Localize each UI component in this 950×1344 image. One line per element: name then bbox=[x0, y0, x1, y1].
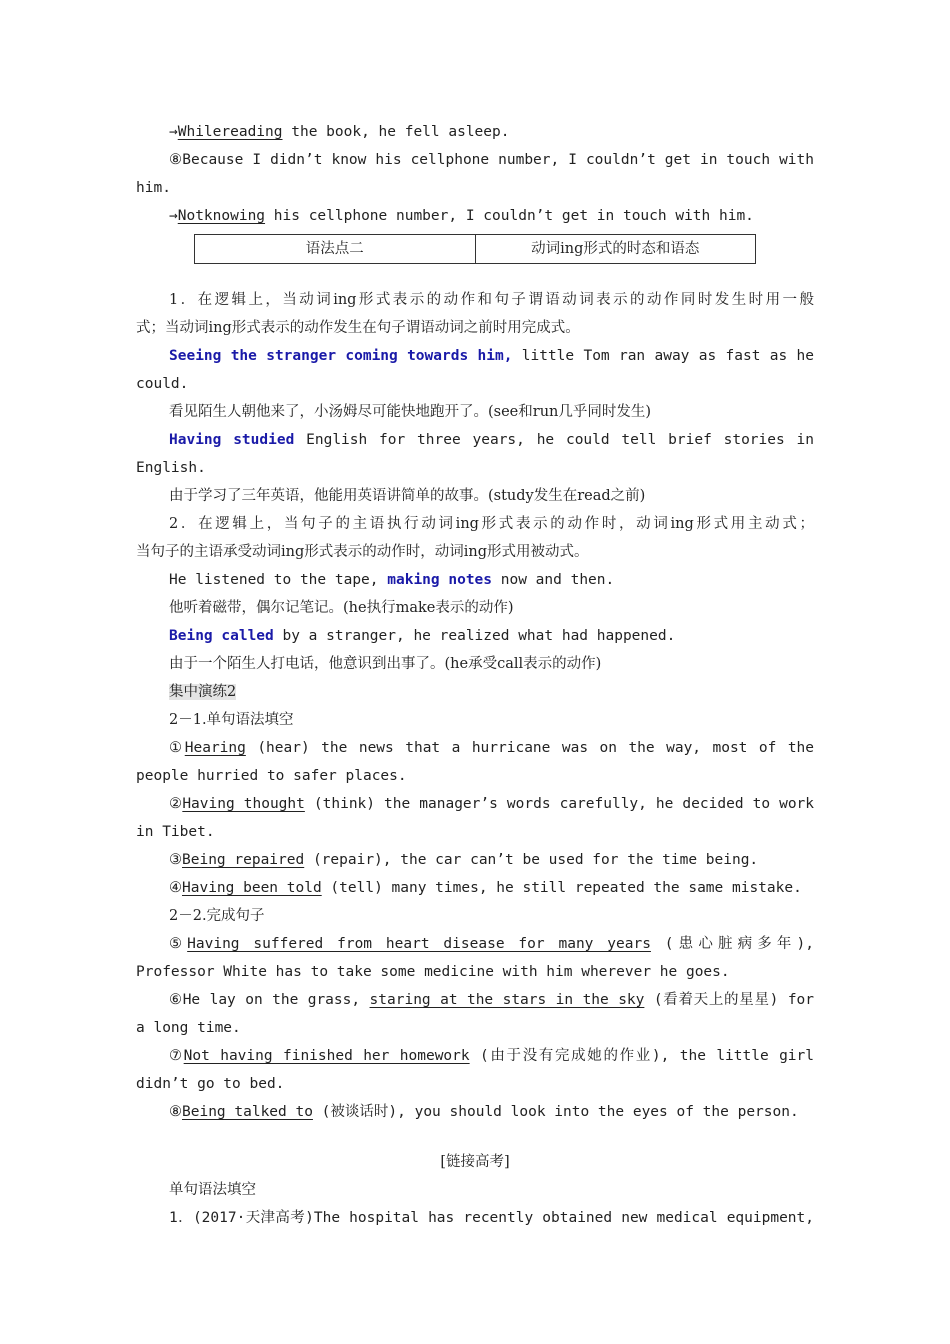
answer-underline: Having been told bbox=[182, 880, 322, 896]
example-making-notes-translation: 他听着磁带，偶尔记笔记。(he执行make表示的动作) bbox=[169, 600, 514, 616]
question-2: ②Having thought (think) the manager’s words carefully, he decided to work bbox=[169, 796, 815, 812]
answer-underline: Hearing bbox=[184, 740, 246, 756]
example-while-reading: →Whilereading the book, he fell asleep. bbox=[169, 124, 510, 140]
question-3: ③Being repaired (repair), the car can’t be used for the time being. bbox=[169, 852, 759, 868]
link-exam-heading: [链接高考] bbox=[440, 1154, 510, 1170]
rule-1-line2: 式；当动词ing形式表示的动作发生在句子谓语动词之前时用完成式。 bbox=[136, 320, 580, 336]
rule-1-line1: 1．在逻辑上，当动词ing形式表示的动作和句子谓语动词表示的动作同时发生时用一般 bbox=[169, 292, 814, 308]
answer-underline: Whilereading bbox=[177, 124, 283, 140]
example-8-line2: him. bbox=[136, 180, 171, 196]
answer-underline: Having suffered from heart disease for many years bbox=[187, 936, 651, 952]
question-1: ①Hearing (hear) the news that a hurricane was on the way, most of the bbox=[169, 740, 815, 756]
answer-underline: Being repaired bbox=[182, 852, 305, 868]
answer-underline: Being talked to bbox=[182, 1104, 313, 1120]
example-being-called-translation: 由于一个陌生人打电话，他意识到出事了。(he承受call表示的动作) bbox=[169, 656, 602, 672]
example-seeing: Seeing the stranger coming towards him, little Tom ran away as fast as he bbox=[169, 348, 814, 364]
question-8: ⑧Being talked to (被谈话时), you should look into the eyes of the person. bbox=[169, 1104, 799, 1120]
example-having-studied-translation: 由于学习了三年英语，他能用英语讲简单的故事。(study发生在read之前) bbox=[169, 488, 646, 504]
example-seeing-line2: could. bbox=[136, 376, 189, 392]
example-not-knowing: →Notknowing his cellphone number, I couldn’t get in touch with him. bbox=[169, 208, 754, 224]
question-6: ⑥He lay on the grass, staring at the stars in the sky (看着天上的星星) for bbox=[169, 992, 815, 1008]
section-2-2-heading: 2－2.完成句子 bbox=[169, 908, 265, 924]
question-7: ⑦Not having finished her homework (由于没有完成她的作业), the little girl bbox=[169, 1048, 814, 1064]
example-being-called: Being called by a stranger, he realized what had happened. bbox=[169, 628, 676, 644]
answer-underline: staring at the stars in the sky bbox=[369, 992, 645, 1008]
example-seeing-translation: 看见陌生人朝他来了，小汤姆尽可能快地跑开了。(see和run几乎同时发生) bbox=[169, 404, 652, 420]
example-having-studied: Having studied English for three years, he could tell brief stories in bbox=[169, 432, 815, 448]
question-4: ④Having been told (tell) many times, he still repeated the same mistake. bbox=[169, 880, 802, 896]
practice-heading: 集中演练2 bbox=[169, 684, 237, 700]
question-2-line2: in Tibet. bbox=[136, 824, 215, 840]
rule-2-line2: 当句子的主语承受动词ing形式表示的动作时，动词ing形式用被动式。 bbox=[136, 544, 589, 560]
section-3-heading: 单句语法填空 bbox=[169, 1182, 256, 1198]
question-1-line2: people hurried to safer places. bbox=[136, 768, 407, 784]
answer-underline: Notknowing bbox=[177, 208, 266, 224]
table-cell-topic: 动词ing形式的时态和语态 bbox=[475, 235, 756, 263]
answer-underline: Not having finished her homework bbox=[183, 1048, 470, 1064]
question-6-line2: a long time. bbox=[136, 1020, 241, 1036]
example-having-studied-line2: English. bbox=[136, 460, 206, 476]
question-5: ⑤Having suffered from heart disease for many years (患心脏病多年), bbox=[169, 936, 815, 952]
answer-underline: Having thought bbox=[182, 796, 305, 812]
table-cell-grammar-point: 语法点二 bbox=[305, 241, 364, 257]
grammar-point-table bbox=[194, 234, 756, 264]
exam-question-1: 1．(2017·天津高考)The hospital has recently obtained new medical equipment, bbox=[169, 1210, 814, 1226]
section-2-1-heading: 2－1.单句语法填空 bbox=[169, 712, 294, 728]
example-making-notes: He listened to the tape, making notes now and then. bbox=[169, 572, 615, 588]
question-7-line2: didn’t go to bed. bbox=[136, 1076, 285, 1092]
example-8-line1: ⑧Because I didn’t know his cellphone number, I couldn’t get in touch with bbox=[169, 152, 814, 168]
rule-2-line1: 2．在逻辑上，当句子的主语执行动词ing形式表示的动作时，动词ing形式用主动式； bbox=[169, 516, 814, 532]
question-5-line2: Professor White has to take some medicine with him wherever he goes. bbox=[136, 964, 730, 980]
